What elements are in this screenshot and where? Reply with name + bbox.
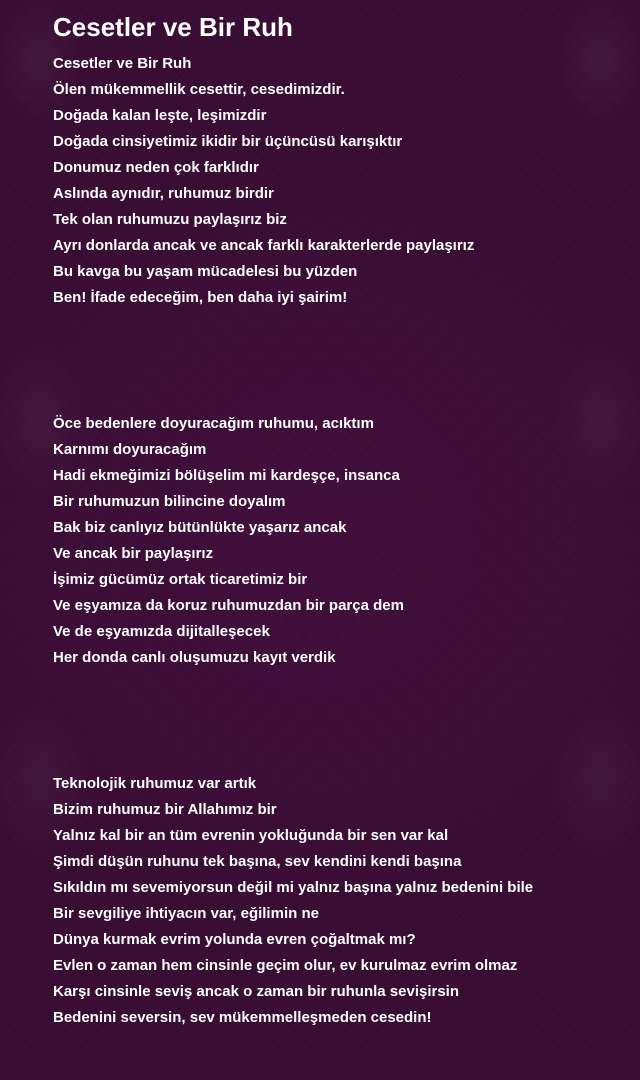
poem-line: Teknolojik ruhumuz var artık [53, 775, 257, 792]
poem-line: Tek olan ruhumuzu paylaşırız biz [53, 211, 287, 228]
poem-line: Sıkıldın mı sevemiyorsun değil mi yalnız başına yalnız bedenini bile [53, 879, 534, 896]
poem-line: Evlen o zaman hem cinsinle geçim olur, ev kurulmaz evrim olmaz [53, 957, 518, 974]
stanza-1 [53, 51, 633, 311]
poem-line: Karnımı doyuracağım [53, 441, 207, 458]
poem-line: Her donda canlı oluşumuzu kayıt verdik [53, 649, 336, 666]
poem-line: Bir ruhumuzun bilincine doyalım [53, 493, 286, 510]
poem-line: Bizim ruhumuz bir Allahımız bir [53, 801, 277, 818]
poem-line: Aslında aynıdır, ruhumuz birdir [53, 185, 274, 202]
stanza-3 [53, 771, 633, 1031]
poem-title: Cesetler ve Bir Ruh [53, 12, 293, 42]
poem-line: Bir sevgiliye ihtiyacın var, eğilimin ne [53, 905, 319, 922]
poem-line: Donumuz neden çok farklıdır [53, 159, 259, 176]
poem-line: Karşı cinsinle seviş ancak o zaman bir ruhunla sevişirsin [53, 983, 460, 1000]
poem-line: Ve ancak bir paylaşırız [53, 545, 214, 562]
poem-line: Doğada kalan leşte, leşimizdir [53, 107, 267, 124]
stanza-2 [53, 411, 633, 671]
poem-line: İşimiz gücümüz ortak ticaretimiz bir [53, 571, 308, 588]
poem-line: Ayrı donlarda ancak ve ancak farklı karakterlerde paylaşırız [53, 237, 475, 254]
poem-line: Bedenini seversin, sev mükemmelleşmeden cesedin! [53, 1009, 432, 1026]
poem-line: Öce bedenlere doyuracağım ruhumu, acıktım [53, 415, 374, 432]
poem-line: Yalnız kal bir an tüm evrenin yokluğunda bir sen var kal [53, 827, 449, 844]
poem-line: Ve de eşyamızda dijitalleşecek [53, 623, 270, 640]
poem-line: Dünya kurmak evrim yolunda evren çoğaltmak mı? [53, 931, 416, 948]
poem-line: Cesetler ve Bir Ruh [53, 55, 192, 72]
poem-line: Ben! İfade edeceğim, ben daha iyi şairim! [53, 289, 348, 306]
poem-line: Ve eşyamıza da koruz ruhumuzdan bir parça dem [53, 597, 404, 614]
poem-line: Bu kavga bu yaşam mücadelesi bu yüzden [53, 263, 358, 280]
poem-line: Doğada cinsiyetimiz ikidir bir üçüncüsü karışıktır [53, 133, 403, 150]
poem-line: Bak biz canlıyız bütünlükte yaşarız ancak [53, 519, 347, 536]
poem-line: Ölen mükemmellik cesettir, cesedimizdir. [53, 81, 345, 98]
poem-line: Hadi ekmeğimizi bölüşelim mi kardeşçe, insanca [53, 467, 400, 484]
poem-line: Şimdi düşün ruhunu tek başına, sev kendini kendi başına [53, 853, 462, 870]
